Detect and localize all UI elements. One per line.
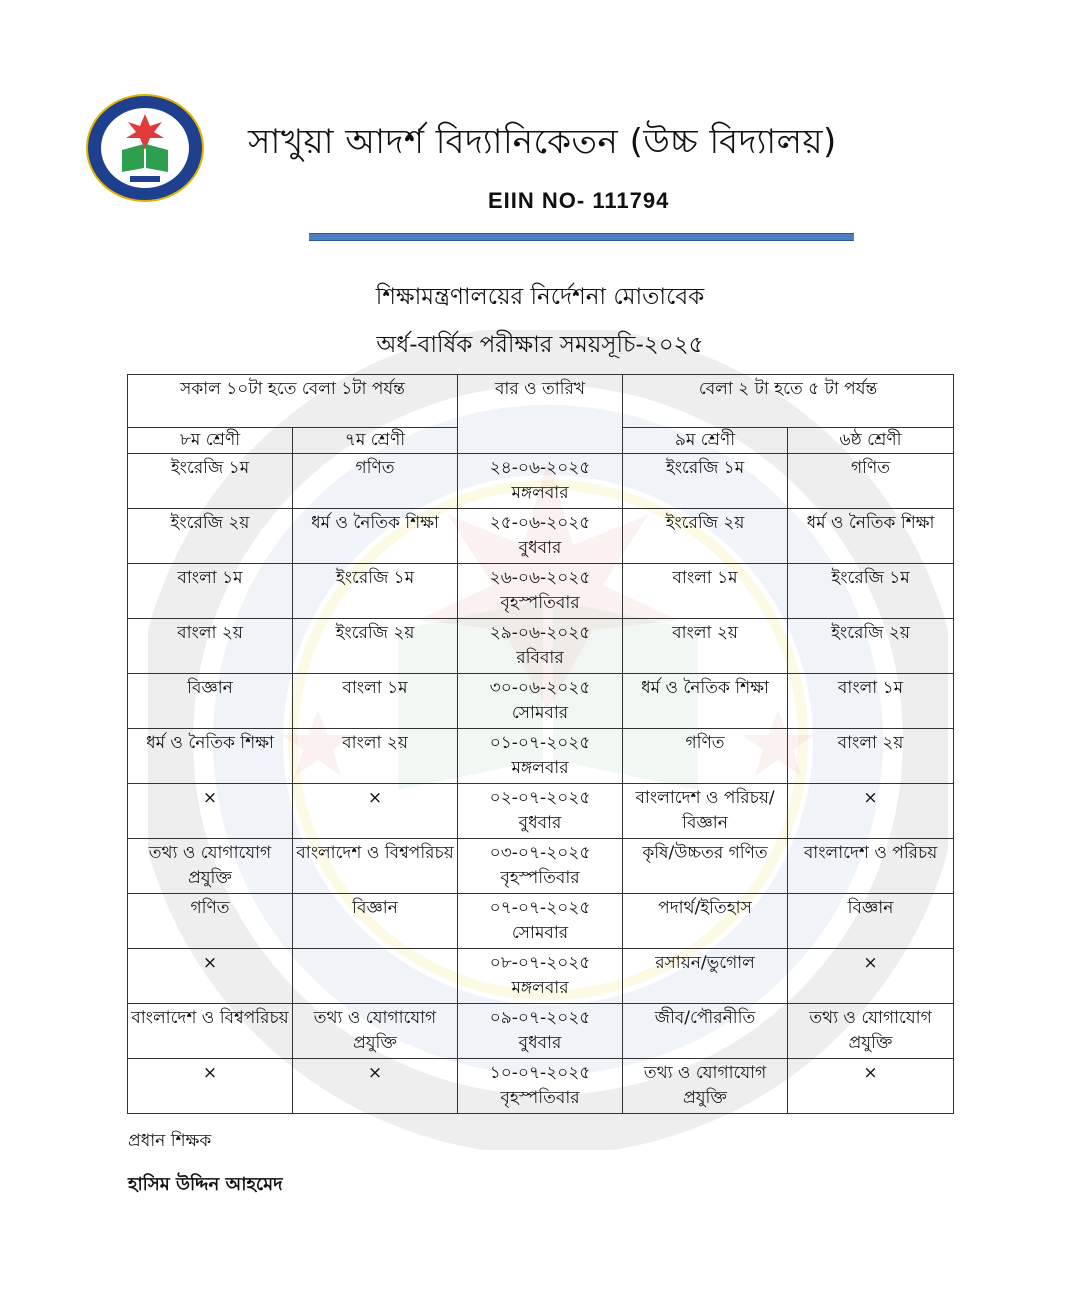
school-logo bbox=[84, 92, 206, 204]
class-7-subject: ইংরেজি ২য় bbox=[293, 619, 458, 674]
exam-date-cell bbox=[458, 1059, 623, 1114]
exam-date: ০৩-০৭-২০২৫ bbox=[489, 843, 591, 863]
exam-date: ২৯-০৬-২০২৫ bbox=[489, 623, 591, 643]
class-8-subject: × bbox=[128, 949, 293, 1004]
exam-date: ২৪-০৬-২০২৫ bbox=[489, 458, 591, 478]
exam-day: মঙ্গলবার bbox=[511, 978, 569, 998]
exam-date-cell bbox=[458, 509, 623, 564]
class-7-subject: বিজ্ঞান bbox=[293, 894, 458, 949]
class-9-subject: পদার্থ/ইতিহাস bbox=[623, 894, 788, 949]
class-6-subject: × bbox=[788, 949, 954, 1004]
table-row bbox=[128, 564, 954, 619]
class-6-subject: বিজ্ঞান bbox=[788, 894, 954, 949]
class-6-subject: গণিত bbox=[788, 454, 954, 509]
class-9-subject: রসায়ন/ভুগোল bbox=[623, 949, 788, 1004]
exam-date: ১০-০৭-২০২৫ bbox=[489, 1063, 591, 1083]
exam-day: বুধবার bbox=[518, 538, 562, 558]
exam-day: বুধবার bbox=[518, 1033, 562, 1053]
class-8-subject: বাংলা ২য় bbox=[128, 619, 293, 674]
class-9-subject: ইংরেজি ১ম bbox=[623, 454, 788, 509]
class-6-subject: × bbox=[788, 1059, 954, 1114]
class-8-subject: × bbox=[128, 784, 293, 839]
class-9-header: ৯ম শ্রেণী bbox=[623, 428, 788, 454]
exam-date: ০১-০৭-২০২৫ bbox=[489, 733, 591, 753]
exam-schedule-table bbox=[127, 374, 954, 1114]
exam-date: ২৫-০৬-২০২৫ bbox=[489, 513, 591, 533]
school-name: সাখুয়া আদর্শ বিদ্যানিকেতন (উচ্চ বিদ্যালয়) bbox=[248, 122, 837, 162]
class-6-subject: বাংলা ২য় bbox=[788, 729, 954, 784]
exam-date-cell bbox=[458, 454, 623, 509]
notice-heading: শিক্ষামন্ত্রণালয়ের নির্দেশনা মোতাবেক bbox=[375, 284, 705, 310]
class-8-subject: ইংরেজি ২য় bbox=[128, 509, 293, 564]
schedule-title: অর্ধ-বার্ষিক পরীক্ষার সময়সূচি-২০২৫ bbox=[376, 332, 704, 358]
class-8-subject: ইংরেজি ১ম bbox=[128, 454, 293, 509]
exam-date-cell bbox=[458, 619, 623, 674]
exam-day: মঙ্গলবার bbox=[511, 483, 569, 503]
class-9-subject: ধর্ম ও নৈতিক শিক্ষা bbox=[623, 674, 788, 729]
class-8-subject: × bbox=[128, 1059, 293, 1114]
exam-date-cell bbox=[458, 1004, 623, 1059]
table-row bbox=[128, 1059, 954, 1114]
class-9-subject: গণিত bbox=[623, 729, 788, 784]
class-6-subject: × bbox=[788, 784, 954, 839]
class-7-subject: বাংলা ১ম bbox=[293, 674, 458, 729]
exam-date: ০৯-০৭-২০২৫ bbox=[489, 1008, 591, 1028]
class-7-subject: বাংলা ২য় bbox=[293, 729, 458, 784]
exam-date: ০৮-০৭-২০২৫ bbox=[489, 953, 591, 973]
class-9-subject: তথ্য ও যোগাযোগ প্রযুক্তি bbox=[623, 1059, 788, 1114]
class-6-subject: বাংলাদেশ ও পরিচয় bbox=[788, 839, 954, 894]
exam-date-cell bbox=[458, 564, 623, 619]
table-row bbox=[128, 619, 954, 674]
class-7-subject: ধর্ম ও নৈতিক শিক্ষা bbox=[293, 509, 458, 564]
exam-day: রবিবার bbox=[516, 648, 564, 668]
class-7-subject: গণিত bbox=[293, 454, 458, 509]
class-7-subject: × bbox=[293, 1059, 458, 1114]
table-row bbox=[128, 839, 954, 894]
exam-date-cell bbox=[458, 729, 623, 784]
class-9-subject: কৃষি/উচ্চতর গণিত bbox=[623, 839, 788, 894]
exam-day: বৃহস্পতিবার bbox=[500, 868, 580, 888]
class-8-subject: বাংলা ১ম bbox=[128, 564, 293, 619]
exam-day: মঙ্গলবার bbox=[511, 758, 569, 778]
class-6-subject: ইংরেজি ১ম bbox=[788, 564, 954, 619]
signatory-name: হাসিম উদ্দিন আহমেদ bbox=[128, 1174, 283, 1195]
date-column-header: বার ও তারিখ bbox=[458, 375, 623, 454]
eiin-number: EIIN NO- 111794 bbox=[488, 188, 670, 213]
exam-date-cell bbox=[458, 784, 623, 839]
class-6-subject: তথ্য ও যোগাযোগ প্রযুক্তি bbox=[788, 1004, 954, 1059]
signatory-designation: প্রধান শিক্ষক bbox=[128, 1131, 212, 1151]
class-8-subject: বিজ্ঞান bbox=[128, 674, 293, 729]
exam-day: বুধবার bbox=[518, 813, 562, 833]
table-row bbox=[128, 784, 954, 839]
exam-date: ০২-০৭-২০২৫ bbox=[489, 788, 591, 808]
class-6-subject: বাংলা ১ম bbox=[788, 674, 954, 729]
class-7-subject: তথ্য ও যোগাযোগ প্রযুক্তি bbox=[293, 1004, 458, 1059]
class-6-subject: ধর্ম ও নৈতিক শিক্ষা bbox=[788, 509, 954, 564]
class-6-subject: ইংরেজি ২য় bbox=[788, 619, 954, 674]
exam-date: ২৬-০৬-২০২৫ bbox=[489, 568, 591, 588]
class-6-header: ৬ষ্ঠ শ্রেণী bbox=[788, 428, 954, 454]
header-divider bbox=[309, 233, 854, 241]
table-row bbox=[128, 674, 954, 729]
class-8-subject: ধর্ম ও নৈতিক শিক্ষা bbox=[128, 729, 293, 784]
exam-date-cell bbox=[458, 674, 623, 729]
exam-date-cell bbox=[458, 949, 623, 1004]
class-9-subject: বাংলাদেশ ও পরিচয়/বিজ্ঞান bbox=[623, 784, 788, 839]
morning-session-header: সকাল ১০টা হতে বেলা ১টা পর্যন্ত bbox=[128, 375, 458, 428]
exam-day: সোমবার bbox=[511, 923, 569, 943]
exam-date: ৩০-০৬-২০২৫ bbox=[489, 678, 591, 698]
table-row bbox=[128, 729, 954, 784]
class-8-subject: তথ্য ও যোগাযোগ প্রযুক্তি bbox=[128, 839, 293, 894]
class-9-subject: বাংলা ১ম bbox=[623, 564, 788, 619]
class-7-subject: × bbox=[293, 784, 458, 839]
exam-date-cell bbox=[458, 894, 623, 949]
afternoon-session-header: বেলা ২ টা হতে ৫ টা পর্যন্ত bbox=[623, 375, 954, 428]
class-9-subject: জীব/পৌরনীতি bbox=[623, 1004, 788, 1059]
class-7-header: ৭ম শ্রেণী bbox=[293, 428, 458, 454]
table-row bbox=[128, 894, 954, 949]
table-row bbox=[128, 949, 954, 1004]
exam-day: বৃহস্পতিবার bbox=[500, 1088, 580, 1108]
exam-day: সোমবার bbox=[511, 703, 569, 723]
class-8-subject: বাংলাদেশ ও বিশ্বপরিচয় bbox=[128, 1004, 293, 1059]
class-8-subject: গণিত bbox=[128, 894, 293, 949]
class-7-subject: বাংলাদেশ ও বিশ্বপরিচয় bbox=[293, 839, 458, 894]
table-row bbox=[128, 1004, 954, 1059]
table-row bbox=[128, 509, 954, 564]
exam-day: বৃহস্পতিবার bbox=[500, 593, 580, 613]
class-9-subject: ইংরেজি ২য় bbox=[623, 509, 788, 564]
exam-date-cell bbox=[458, 839, 623, 894]
class-8-header: ৮ম শ্রেণী bbox=[128, 428, 293, 454]
exam-date: ০৭-০৭-২০২৫ bbox=[489, 898, 591, 918]
class-7-subject bbox=[293, 949, 458, 1004]
table-row bbox=[128, 454, 954, 509]
class-9-subject: বাংলা ২য় bbox=[623, 619, 788, 674]
class-7-subject: ইংরেজি ১ম bbox=[293, 564, 458, 619]
